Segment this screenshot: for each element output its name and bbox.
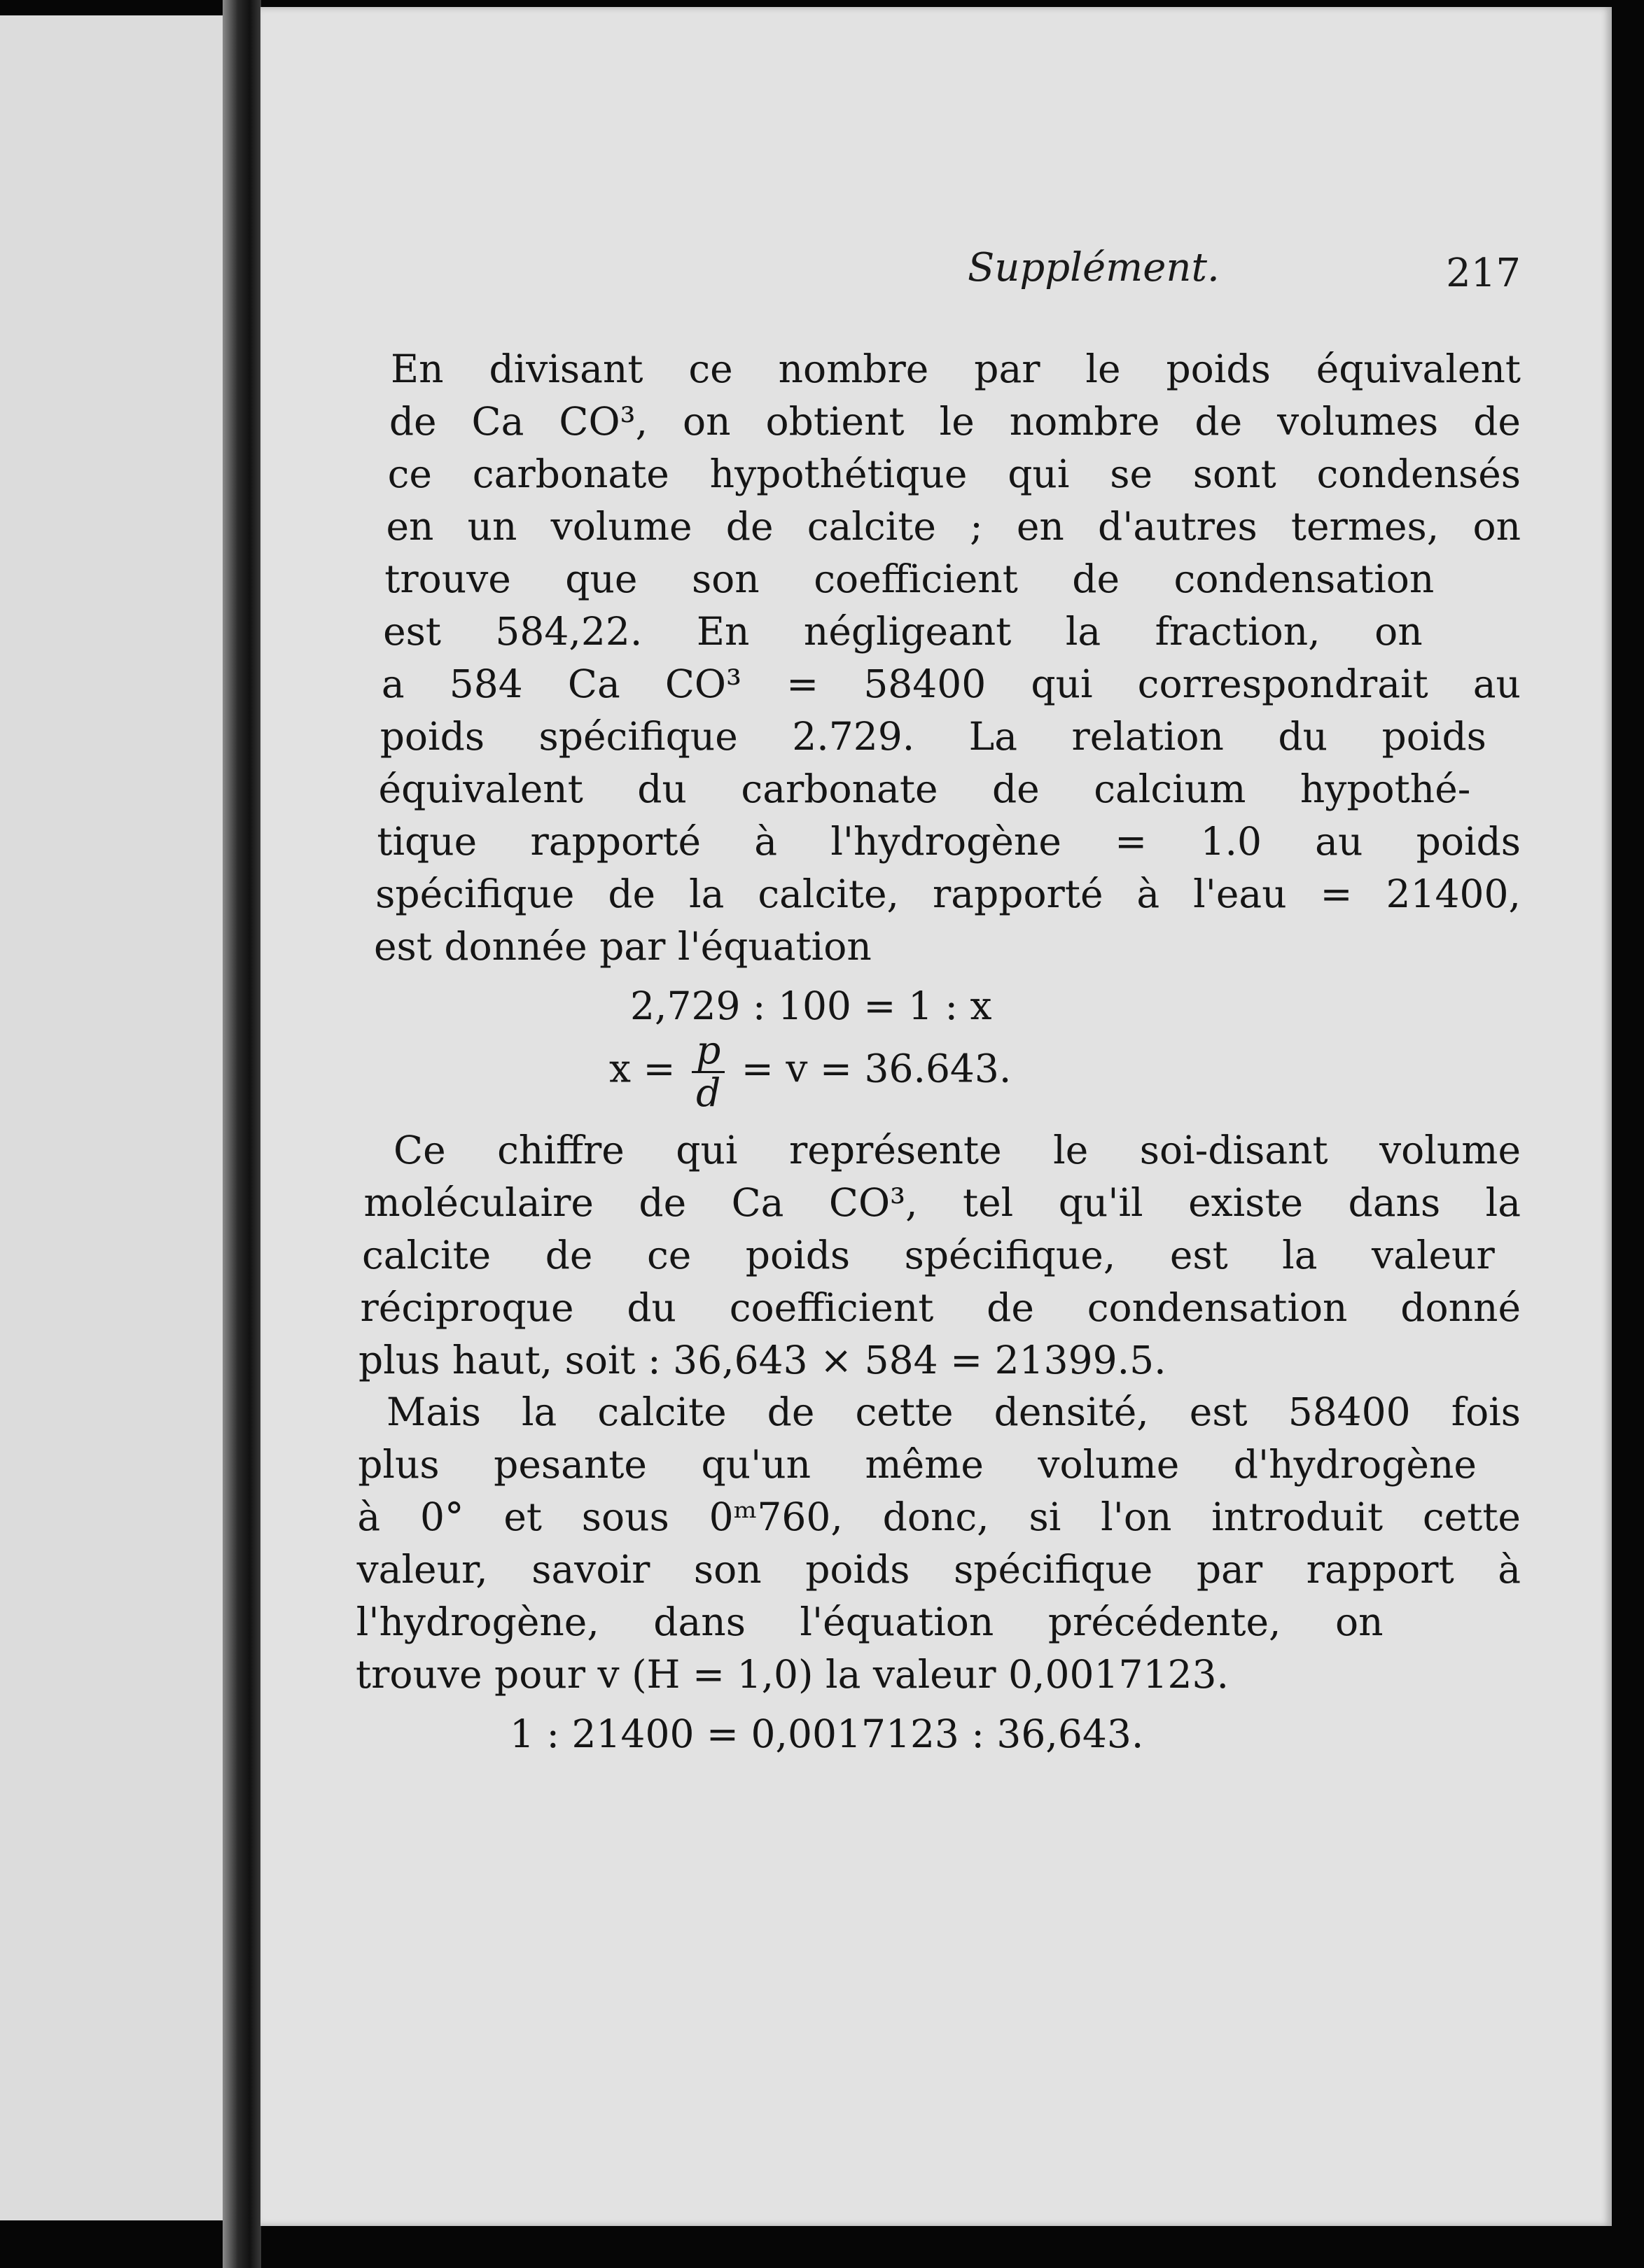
text-line: est donnée par l'équation	[374, 924, 872, 969]
equation-volume	[609, 1030, 1011, 1114]
text-line: moléculaire de Ca CO³, tel qu'il existe dans la	[363, 1180, 1521, 1225]
text-line: trouve pour v (H = 1,0) la valeur 0,0017123.	[356, 1652, 1229, 1697]
text-line: l'hydrogène, dans l'équation précédente, on	[356, 1600, 1384, 1644]
right-page	[260, 7, 1612, 2226]
equation-rhs: = v = 36.643.	[741, 1046, 1012, 1091]
book-gutter	[223, 0, 261, 2268]
text-line: plus haut, soit : 36,643 × 584 = 21399.5.	[358, 1338, 1166, 1382]
text-line: tique rapporté à l'hydrogène = 1.0 au poids	[377, 819, 1521, 864]
running-title: Supplément.	[968, 245, 1220, 290]
text-line: En divisant ce nombre par le poids équivalent	[391, 346, 1521, 391]
text-line: calcite de ce poids spécifique, est la valeur	[362, 1233, 1495, 1278]
text-line: ce carbonate hypothétique qui se sont condensés	[387, 451, 1521, 496]
text-line: poids spécifique 2.729. La relation du poids	[379, 714, 1486, 759]
fraction	[692, 1030, 725, 1114]
text-line: plus pesante qu'un même volume d'hydrogène	[358, 1442, 1477, 1487]
text-line: est 584,22. En négligeant la fraction, on	[383, 609, 1423, 654]
equation-lhs: x =	[609, 1046, 676, 1091]
text-line: de Ca CO³, on obtient le nombre de volumes de	[389, 399, 1521, 444]
text-line: valeur, savoir son poids spécifique par rapport à	[356, 1547, 1521, 1592]
left-page	[0, 15, 235, 2220]
equation-final: 1 : 21400 = 0,0017123 : 36,643.	[510, 1712, 1144, 1756]
running-header	[968, 245, 1521, 301]
page-number: 217	[1446, 251, 1521, 296]
text-line: trouve que son coefficient de condensation	[384, 556, 1435, 601]
text-line: Mais la calcite de cette densité, est 58400 fois	[386, 1390, 1521, 1434]
text-line: spécifique de la calcite, rapporté à l'eau = 21400,	[375, 872, 1521, 916]
text-line: a 584 Ca CO³ = 58400 qui correspondrait au	[381, 662, 1521, 706]
equation-proportion: 2,729 : 100 = 1 : x	[630, 983, 992, 1028]
fraction-numerator: p	[692, 1030, 725, 1073]
text-line: équivalent du carbonate de calcium hypothé-	[378, 766, 1471, 811]
fraction-denominator: d	[696, 1070, 721, 1115]
text-line: réciproque du coefficient de condensation donné	[360, 1285, 1521, 1330]
text-line: en un volume de calcite ; en d'autres termes, on	[386, 504, 1521, 549]
text-line: à 0° et sous 0ᵐ760, donc, si l'on introduit cette	[357, 1494, 1521, 1539]
text-line: Ce chiffre qui représente le soi-disant volume	[393, 1128, 1521, 1172]
